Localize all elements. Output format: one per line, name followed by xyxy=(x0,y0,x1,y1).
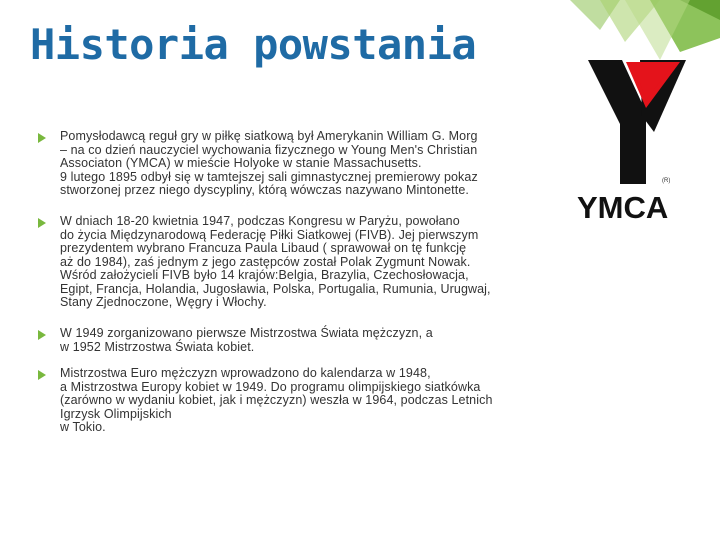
bullet-arrow-icon xyxy=(38,370,46,380)
corner-decoration xyxy=(530,0,720,60)
bullet-text: W dniach 18-20 kwietnia 1947, podczas Kongresu w Paryżu, powołano do życia Międzynarodową Federację Piłki Siatkowej (FIVB). Jej pierwszym prezydentem wybrano Francuza Paula Libaud ( sprawował on tę funkcję aż do 1984), zaś jednym z jego zastępców został Polak Zygmunt Nowak. Wśród założycieli FIVB było 14 krajów:Belgia, Brazylia, Czechosłowacja, Egipt, Francja, Holandia, Jugosławia, Polska, Portugalia, Rumunia, Urugwaj, Stany Zjednoczone, Węgry i Włochy. xyxy=(60,214,491,309)
bullet-text: Mistrzostwa Euro mężczyzn wprowadzono do kalendarza w 1948, a Mistrzostwa Europy kobiet w 1949. Do programu olimpijskiego siatkówka (zarówno w wydaniu kobiet, jak i mężczyzn) weszła w 1964, podczas Letnich Igrzysk Olimpijskich w Tokio. xyxy=(60,366,493,434)
bullet-item xyxy=(38,367,600,435)
bullet-item xyxy=(38,130,600,198)
registered-mark: (R) xyxy=(662,178,671,184)
bullet-arrow-icon xyxy=(38,218,46,228)
ymca-wordmark: YMCA xyxy=(577,190,669,225)
bullet-item xyxy=(38,327,600,354)
bullet-arrow-icon xyxy=(38,330,46,340)
bullet-arrow-icon xyxy=(38,133,46,143)
slide-title: Historia powstania xyxy=(30,20,477,69)
bullet-text: W 1949 zorganizowano pierwsze Mistrzostwa Świata mężczyzn, a w 1952 Mistrzostwa Świata kobiet. xyxy=(60,326,433,354)
bullet-text: Pomysłodawcą reguł gry w piłkę siatkową był Amerykanin William G. Morg – na co dzień nauczyciel wychowania fizycznego w Young Men's Christian Associaton (YMCA) w mieście Holyoke w stanie Massachusetts. 9 lutego 1895 odbył się w tamtejszej sali gimnastycznej premierowy pokaz stworzonej przez niego dyscypliny, którą wówczas nazywano Mintonette. xyxy=(60,129,478,197)
bullet-item xyxy=(38,215,600,310)
